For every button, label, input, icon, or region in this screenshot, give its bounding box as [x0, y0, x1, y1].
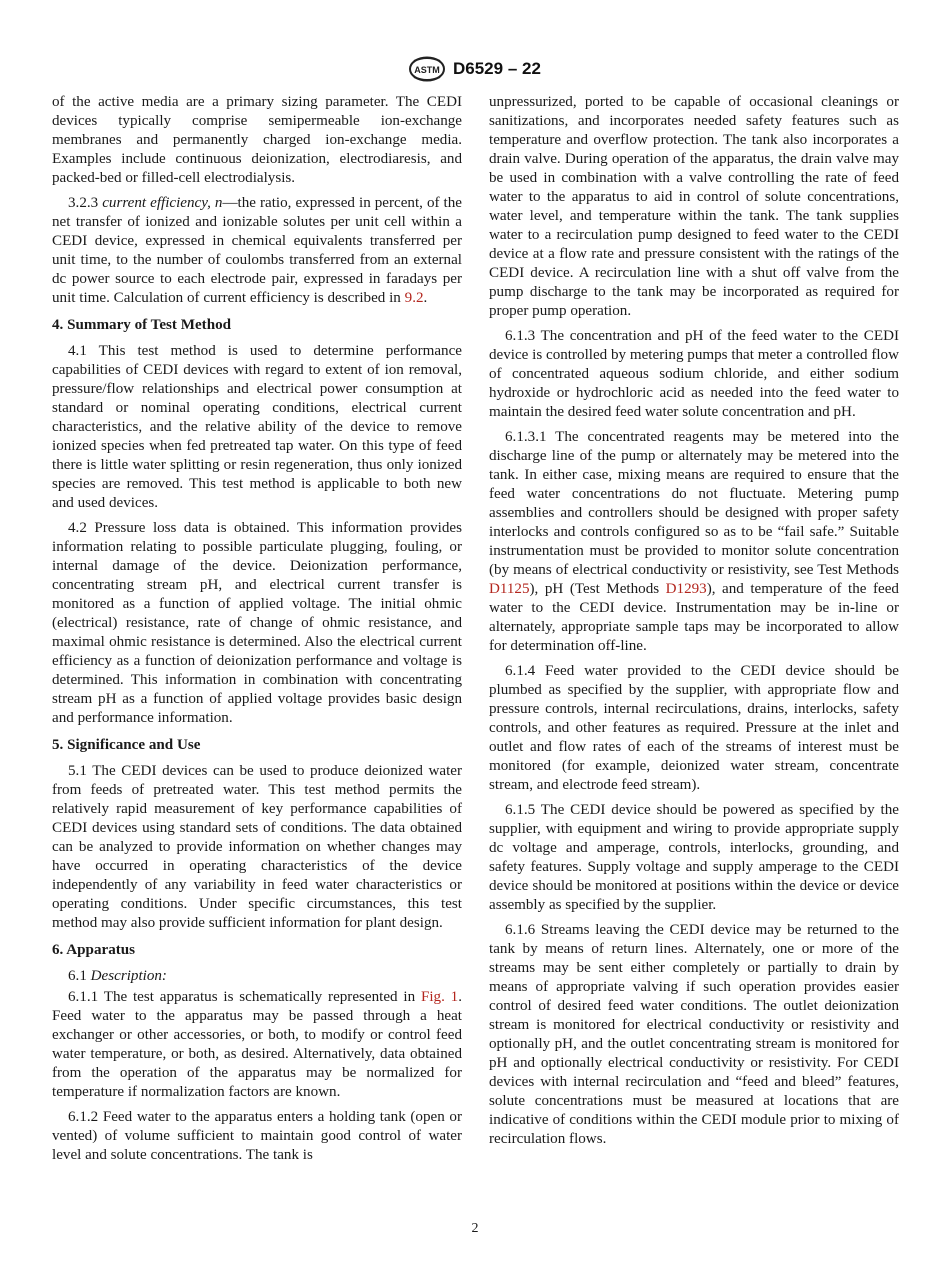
paragraph-6-1: 6.1 Description: [68, 968, 167, 984]
svg-text:ASTM: ASTM [414, 65, 440, 75]
link-fig-1[interactable]: Fig. 1 [420, 989, 459, 1005]
section-heading-6: 6. Apparatus [52, 942, 136, 958]
paragraph-4-2: 4.2 Pressure loss data is obtained. This information provides information relating to possible particulate plugging, fouling, or internal damage of the device. Deionization performance, concentrating stream pH, and electrical current transfer is monitored as a function of applied voltage. The initial ohmic (electrical) resistance, rate of change of ohmic resistance, and maximal ohmic resistance is determined. Also the electrical current efficiency as a function of deionization performance and voltage is determined. This information in combination with concentrating stream pH as a function of applied voltage provides basic design and performance information. [52, 520, 462, 726]
paragraph-6-1-1: 6.1.1 The test apparatus is schematically represented in Fig. 1. Feed water to the apparatus may be passed through a heat exchanger or other accessories, or both, to modify or control feed water temperature, or both, as desired. Alternatively, data obtained from the operation of the apparatus may be normalized for temperature if normalization factors are known. [52, 989, 462, 1100]
document-designation: D6529 – 22 [453, 59, 541, 78]
paragraph-6-1-2: 6.1.2 Feed water to the apparatus enters a holding tank (open or vented) of volume sufficient to maintain good control of water level and solute concentrations. The tank is [52, 1109, 462, 1163]
section-heading-4: 4. Summary of Test Method [52, 317, 232, 333]
link-d1125[interactable]: D1125 [489, 581, 530, 597]
paragraph-6-1-3-1: 6.1.3.1 The concentrated reagents may be metered into the discharge line of the pump or alternately may be metered into the tank. In either case, mixing means are required to ensure that the feed water concentrations do not fluctuate. Metering pump assemblies and controllers should be designed with proper safety interlocks and controls configured so as to be “fail safe.” Suitable instrumentation must be provided to monitor solute concentration (by means of electrical conductivity or resistivity, see Test Methods D1125), pH (Test Methods D1293), and temperature of the feed water to the CEDI device. Instrumentation may be in-line or alternately, appropriate sample taps may be incorporated to allow for determination off-line. [489, 429, 899, 654]
term-current-efficiency: current efficiency, n [102, 195, 223, 211]
paragraph-6-1-6: 6.1.6 Streams leaving the CEDI device may be returned to the tank by means of return lines. Alternately, one or more of the streams may be sent either completely or partially to drain by means of appropriate valving if such operation provides easier control of desired feed water conditions. The outlet deionization stream is monitored for electrical conductivity or resistivity and optionally pH, and the outlet concentrating stream is monitored for pH and optionally electrical conductivity or resistivity. For CEDI devices with internal recirculation and “feed and bleed” features, solute concentrations must be measured at locations that are indicative of conditions within the CEDI module prior to mixing of recirculation flows. [489, 922, 899, 1147]
link-d1293[interactable]: D1293 [665, 581, 707, 597]
paragraph-6-1-4: 6.1.4 Feed water provided to the CEDI device should be plumbed as specified by the supplier, with appropriate flow and pressure controls, internal recirculations, drains, interlocks, safety controls, and other features as required. Pressure at the inlet and outlet and flow rates of each of the streams of interest must be monitored (for example, deionized water stream, concentrate stream, and electrode feed stream). [489, 663, 899, 793]
astm-logo-icon [407, 56, 447, 82]
right-column [489, 93, 899, 1155]
paragraph-6-1-5: 6.1.5 The CEDI device should be powered as specified by the supplier, with equipment and wiring to provide appropriate supply dc voltage and amperage, controls, interlocks, grounding, and safety features. Supply voltage and supply amperage to the CEDI device should be monitored at positions within the device or device assembly as specified by the supplier. [489, 802, 899, 913]
link-section-9-2[interactable]: 9.2 [404, 290, 424, 306]
paragraph-6-1-3: 6.1.3 The concentration and pH of the feed water to the CEDI device is controlled by metering pumps that meter a controlled flow of concentrated aqueous sodium chloride, and either sodium hydroxide or hydrochloric acid as needed into the feed water to maintain the desired feed water solute concentration and pH. [489, 328, 899, 420]
paragraph-4-1: 4.1 This test method is used to determine performance capabilities of CEDI devices with regard to extent of ion removal, pressure/flow relationships and electrical power consumption at standard or nominal operating conditions, electrical current characteristics, and the relative ability of the device to remove ionized species when fed pretreated tap water. On this type of feed there is little water splitting or resin regeneration, thus only ionized species are removed. This test method is applicable to both new and used devices. [52, 343, 462, 511]
paragraph-6-1-2-continued: unpressurized, ported to be capable of occasional cleanings or sanitizations, and incorporates needed safety features such as temperature and overflow protection. The tank also incorporates a drain valve. During operation of the apparatus, the drain valve may be used in combination with a valve controlling the rate of feed water to the apparatus to aid in control of solute concentrations, water level, and temperature within the tank. The tank supplies water to a recirculation pump designed to feed water to the CEDI device at a flow rate and pressure consistent with the ratings of the CEDI device. A recirculation line with a shut off valve from the pump discharge to the tank may be incorporated as required for proper pump operation. [489, 94, 899, 319]
paragraph-continued: of the active media are a primary sizing parameter. The CEDI devices typically comprise semipermeable ion-exchange membranes and permanently charged ion-exchange media. Examples include continuous deionization, electrodiaresis, and packed-bed or filled-cell electrodialysis. [52, 94, 462, 186]
page-header [0, 56, 950, 84]
paragraph-3-2-3: 3.2.3 current efficiency, n—the ratio, expressed in percent, of the net transfer of ionized and ionizable solutes per unit cell within a CEDI device, expressed in chemical equivalents transferred per unit time, to the number of coulombs transferred from an external dc power source to each electrode pair, expressed in faradays per unit time. Calculation of current efficiency is described in 9.2. [52, 195, 463, 306]
page-number: 2 [471, 1221, 479, 1236]
section-heading-5: 5. Significance and Use [52, 737, 201, 753]
left-column [52, 93, 462, 1171]
paragraph-5-1: 5.1 The CEDI devices can be used to produce deionized water from feeds of pretreated water. This test method permits the relatively rapid measurement of key performance capabilities of CEDI devices using standard sets of conditions. The data obtained can be analyzed to provide information on whether changes may have occurred in operating characteristics of the device independently of any variability in feed water characteristics or operating conditions. Under specific circumstances, this test method may also provide sufficient information for plant design. [52, 763, 462, 931]
